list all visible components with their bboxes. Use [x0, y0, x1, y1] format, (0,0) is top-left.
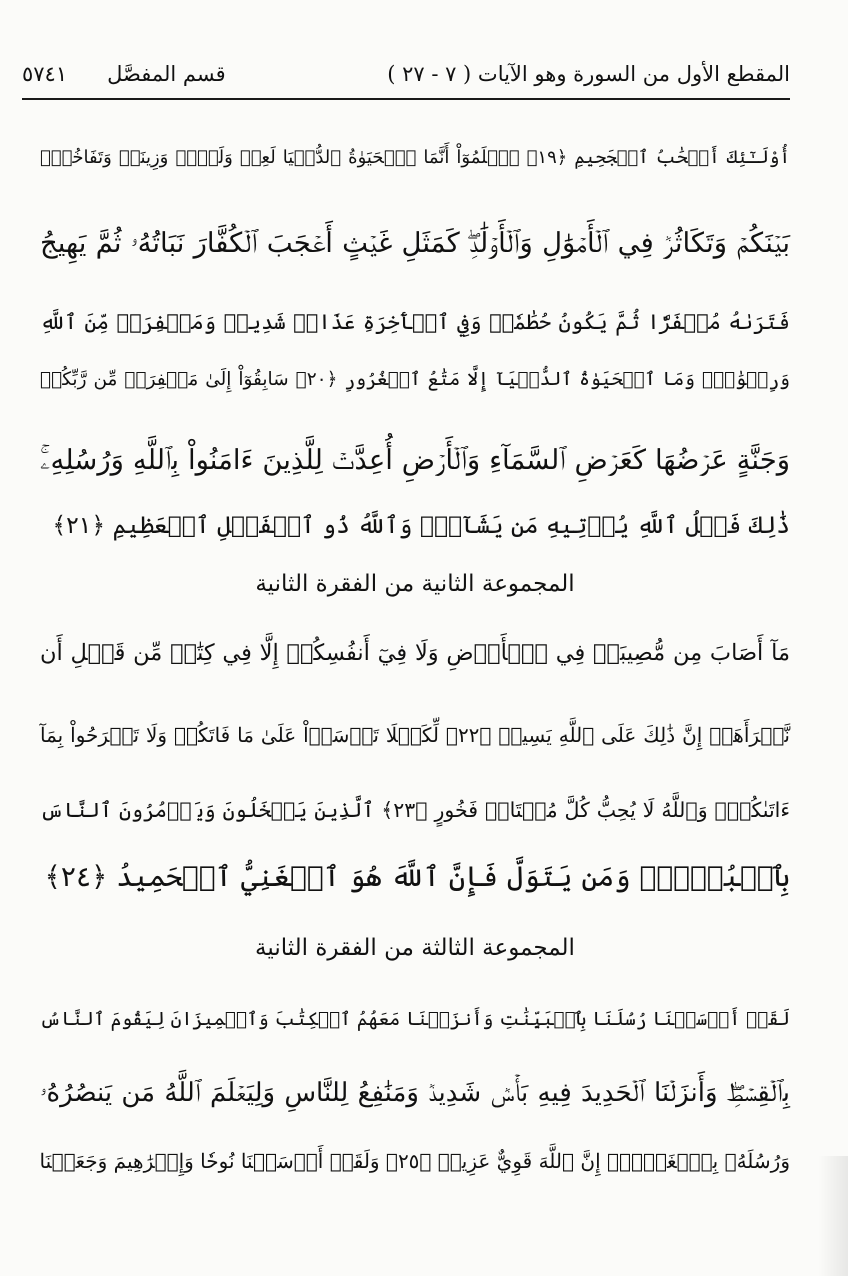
verse-line: بِٱلۡقِسۡطِۖ وَأَنزَلۡنَا ٱلۡحَدِيدَ فِيهِ بَأۡسٞ شَدِيدٞ وَمَنَٰفِعُ لِلنَّاسِ وَلِيَعۡلَمَ ٱللَّهُ مَن يَنصُرُهُۥ: [40, 1078, 790, 1108]
header-left-group: [22, 62, 226, 86]
section-title: المقطع الأول من السورة وهو الآيات ( ٧ - ٢٧ ): [387, 62, 790, 86]
verse-line: وَجَنَّةٍ عَرۡضُهَا كَعَرۡضِ ٱلسَّمَآءِ وَٱلۡأَرۡضِ أُعِدَّتۡ لِلَّذِينَ ءَامَنُواْ بِٱللَّهِ وَرُسُلِهِۦۚ: [40, 444, 790, 476]
verse-line: أُوْلَـٰٓئِكَ أَصۡحَٰبُ ٱلۡجَحِيمِ ﴿١٩﴾ ٱعۡلَمُوٓاْ أَنَّمَا ٱلۡحَيَوٰةُ ٱلدُّنۡيَا لَعِبٞ وَلَهۡوٞ وَزِينَةٞ وَتَفَاخُرُۢ: [40, 147, 790, 168]
verse-line: فَتَرَىٰهُ مُصۡفَرّٗا ثُمَّ يَكُونُ حُطَٰمٗاۖ وَفِي ٱلۡأٓخِرَةِ عَذَابٞ شَدِيدٞ وَمَغۡفِرَةٞ مِّنَ ٱللَّهِ: [40, 310, 790, 334]
verse-line: لَقَدۡ أَرۡسَلۡنَا رُسُلَنَا بِٱلۡبَيِّنَٰتِ وَأَنزَلۡنَا مَعَهُمُ ٱلۡكِتَٰبَ وَٱلۡمِيزَانَ لِيَقُومَ ٱلنَّاسُ: [39, 1009, 790, 1030]
verse-line: مَآ أَصَابَ مِن مُّصِيبَةٖ فِي ٱلۡأَرۡضِ وَلَا فِيٓ أَنفُسِكُمۡ إِلَّا فِي كِتَٰبٖ مِّن قَبۡلِ أَن: [40, 640, 790, 666]
header-divider: [22, 98, 790, 100]
page-header: [22, 54, 790, 94]
verse-line: بَيۡنَكُمۡ وَتَكَاثُرٞ فِي ٱلۡأَمۡوَٰلِ وَٱلۡأَوۡلَٰدِۖ كَمَثَلِ غَيۡثٍ أَعۡجَبَ ٱلۡكُفَّارَ نَبَاتُهُۥ ثُمَّ يَهِيجُ: [40, 227, 790, 259]
verse-line: وَرِضۡوَٰنٞۚ وَمَا ٱلۡحَيَوٰةُ ٱلدُّنۡيَآ إِلَّا مَتَٰعُ ٱلۡغُرُورِ ﴿٢٠﴾ سَابِقُوٓاْ إِلَىٰ مَغۡفِرَةٖ مِّن رَّبِّكُمۡ: [40, 369, 790, 390]
part-title: قسم المفصَّل: [107, 62, 226, 86]
group-heading-third: المجموعة الثالثة من الفقرة الثانية: [255, 935, 575, 961]
group-heading-second: المجموعة الثانية من الفقرة الثانية: [255, 571, 575, 597]
page-number: ٥٧٤١: [22, 62, 68, 86]
verse-line: وَرُسُلَهُۥ بِٱلۡغَيۡبِۚ إِنَّ ٱللَّهَ قَوِيٌّ عَزِيزٞ ﴿٢٥﴾ وَلَقَدۡ أَرۡسَلۡنَا نُوحٗا وَإِبۡرَٰهِيمَ وَجَعَلۡنَا: [39, 1149, 790, 1173]
page-edge-shadow: [818, 1156, 848, 1276]
verse-line: ءَاتَىٰكُمۡۗ وَٱللَّهُ لَا يُحِبُّ كُلَّ مُخۡتَالٖ فَخُورٍ ﴿٢٣﴾ ٱلَّذِينَ يَبۡخَلُونَ وَيَأۡمُرُونَ ٱلنَّاسَ: [40, 798, 790, 822]
verse-line: بِٱلۡبُخۡلِۗ وَمَن يَتَوَلَّ فَإِنَّ ٱللَّهَ هُوَ ٱلۡغَنِيُّ ٱلۡحَمِيدُ ﴿٢٤﴾: [44, 860, 790, 893]
verse-line: ذَٰلِكَ فَضۡلُ ٱللَّهِ يُؤۡتِيهِ مَن يَشَآءُۚ وَٱللَّهُ ذُو ٱلۡفَضۡلِ ٱلۡعَظِيمِ ﴿٢١﴾: [52, 511, 790, 539]
verse-line: نَّبۡرَأَهَآۚ إِنَّ ذَٰلِكَ عَلَى ٱللَّهِ يَسِيرٞ ﴿٢٢﴾ لِّكَيۡلَا تَأۡسَوۡاْ عَلَىٰ مَا فَاتَكُمۡ وَلَا تَفۡرَحُواْ بِمَآ: [40, 723, 790, 747]
